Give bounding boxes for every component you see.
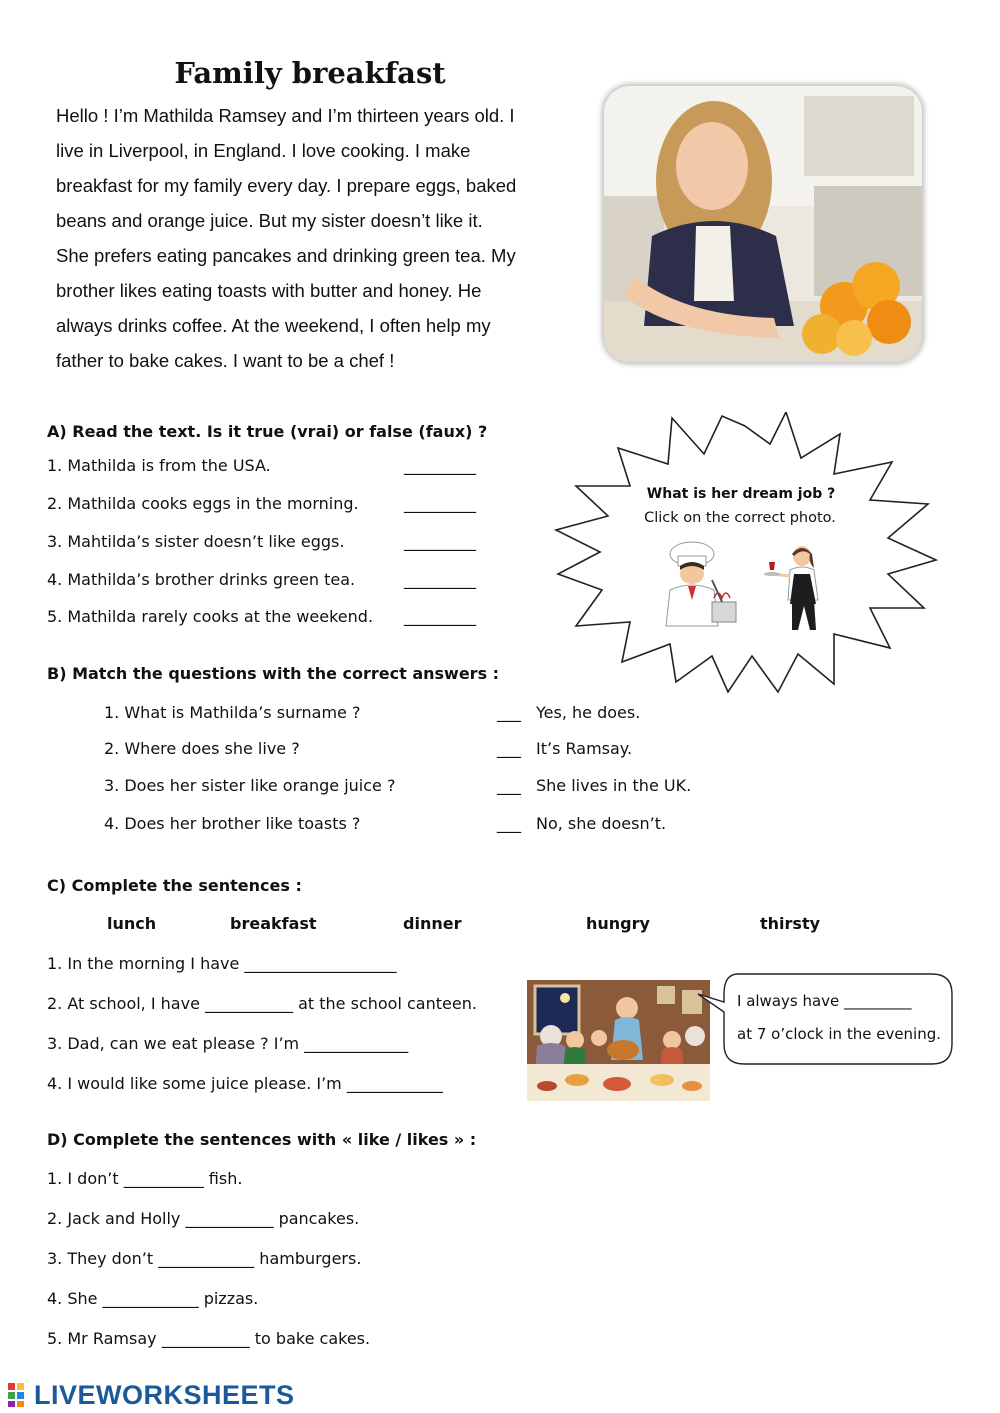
sentence-blank[interactable]: ___________ (205, 994, 293, 1013)
dream-job-question: What is her dream job ? (646, 486, 836, 502)
chef-choice-image[interactable] (662, 540, 742, 628)
complete-sentence (47, 1074, 443, 1093)
sentence-blank[interactable]: ____________ (346, 1074, 443, 1093)
sentence-end: fish. (208, 1169, 243, 1188)
match-question: 3. Does her sister like orange juice ? (104, 776, 396, 795)
like-sentence (47, 1249, 361, 1268)
true-false-answer-blank[interactable]: _________ (404, 456, 476, 475)
sentence-blank[interactable]: ____________ (158, 1249, 255, 1268)
true-false-question: 1. Mathilda is from the USA. (47, 456, 271, 475)
match-question: 1. What is Mathilda’s surname ? (104, 703, 361, 722)
sentence-start: 1. I don’t (47, 1169, 119, 1188)
sentence-start: 4. I would like some juice please. I’m (47, 1074, 342, 1093)
sentence-start: 2. Jack and Holly (47, 1209, 181, 1228)
word-bank-item: breakfast (230, 914, 317, 933)
liveworksheets-logo (8, 1380, 295, 1411)
like-sentence (47, 1289, 258, 1308)
logo-blocks-icon (8, 1383, 34, 1407)
true-false-answer-blank[interactable]: _________ (404, 570, 476, 589)
true-false-question: 4. Mathilda’s brother drinks green tea. (47, 570, 356, 589)
like-sentence (47, 1169, 242, 1188)
true-false-answer-blank[interactable]: _________ (404, 607, 476, 626)
complete-sentence (47, 994, 477, 1013)
word-bank-item: dinner (403, 914, 462, 933)
sentence-start: 3. They don’t (47, 1249, 154, 1268)
word-bank-item: lunch (107, 914, 157, 933)
intro-line: live in Liverpool, in England. I love cooking. I make (56, 140, 471, 161)
match-answer-blank[interactable]: ___ (497, 703, 521, 722)
match-answer: No, she doesn’t. (536, 814, 667, 833)
sentence-blank[interactable]: ___________________ (244, 954, 397, 973)
speech-bubble (694, 972, 956, 1068)
waitress-choice-image[interactable] (764, 544, 830, 632)
true-false-question: 2. Mathilda cooks eggs in the morning. (47, 494, 359, 513)
sentence-end: pizzas. (203, 1289, 259, 1308)
intro-line: She prefers eating pancakes and drinking green tea. My (56, 245, 516, 266)
section-d-heading: D) Complete the sentences with « like / likes » : (47, 1130, 477, 1149)
match-answer: Yes, he does. (536, 703, 641, 722)
intro-line: breakfast for my family every day. I prepare eggs, baked (56, 175, 517, 196)
match-answer-blank[interactable]: ___ (497, 739, 521, 758)
section-b-heading: B) Match the questions with the correct answers : (47, 664, 500, 683)
sentence-blank[interactable]: __________ (123, 1169, 204, 1188)
section-a-heading: A) Read the text. Is it true (vrai) or false (faux) ? (47, 422, 488, 441)
intro-line: father to bake cakes. I want to be a chef ! (56, 350, 395, 371)
true-false-question: 3. Mahtilda’s sister doesn’t like eggs. (47, 532, 345, 551)
match-question: 2. Where does she live ? (104, 739, 300, 758)
like-sentence (47, 1209, 359, 1228)
match-answer-blank[interactable]: ___ (497, 814, 521, 833)
page-title: Family breakfast (174, 56, 446, 90)
true-false-answer-blank[interactable]: _________ (404, 494, 476, 513)
complete-sentence (47, 954, 396, 973)
sentence-end: at the school canteen. (298, 994, 477, 1013)
match-answer: She lives in the UK. (536, 776, 692, 795)
intro-line: always drinks coffee. At the weekend, I often help my (56, 315, 491, 336)
match-answer: It’s Ramsay. (536, 739, 633, 758)
sentence-start: 5. Mr Ramsay (47, 1329, 157, 1348)
complete-sentence (47, 1034, 408, 1053)
sentence-start: 2. At school, I have (47, 994, 200, 1013)
sentence-start: 1. In the morning I have (47, 954, 240, 973)
sentence-end: pancakes. (278, 1209, 360, 1228)
true-false-question: 5. Mathilda rarely cooks at the weekend. (47, 607, 374, 626)
starburst-shape (552, 412, 938, 694)
section-c-heading: C) Complete the sentences : (47, 876, 302, 895)
speech-bubble-line[interactable]: I always have _________ (737, 992, 912, 1010)
sentence-blank[interactable]: ____________ (102, 1289, 199, 1308)
speech-bubble-line: at 7 o’clock in the evening. (737, 1025, 942, 1043)
intro-line: Hello ! I’m Mathilda Ramsey and I’m thirteen years old. I (56, 105, 515, 126)
sentence-blank[interactable]: ___________ (185, 1209, 274, 1228)
sentence-blank[interactable]: _____________ (304, 1034, 409, 1053)
sentence-end: to bake cakes. (254, 1329, 371, 1348)
intro-text (56, 98, 566, 378)
match-question: 4. Does her brother like toasts ? (104, 814, 361, 833)
girl-kitchen-photo (604, 86, 922, 362)
word-bank-item: hungry (586, 914, 650, 933)
intro-line: brother likes eating toasts with butter and honey. He (56, 280, 482, 301)
logo-text: LIVEWORKSHEETS (34, 1380, 295, 1410)
sentence-end: hamburgers. (259, 1249, 362, 1268)
sentence-start: 4. She (47, 1289, 98, 1308)
match-answer-blank[interactable]: ___ (497, 776, 521, 795)
dream-job-instruction: Click on the correct photo. (644, 510, 836, 526)
word-bank-item: thirsty (760, 914, 821, 933)
sentence-blank[interactable]: ___________ (161, 1329, 250, 1348)
true-false-answer-blank[interactable]: _________ (404, 532, 476, 551)
family-dinner-image (527, 980, 710, 1101)
like-sentence (47, 1329, 370, 1348)
sentence-start: 3. Dad, can we eat please ? I’m (47, 1034, 300, 1053)
intro-line: beans and orange juice. But my sister doesn’t like it. (56, 210, 483, 231)
